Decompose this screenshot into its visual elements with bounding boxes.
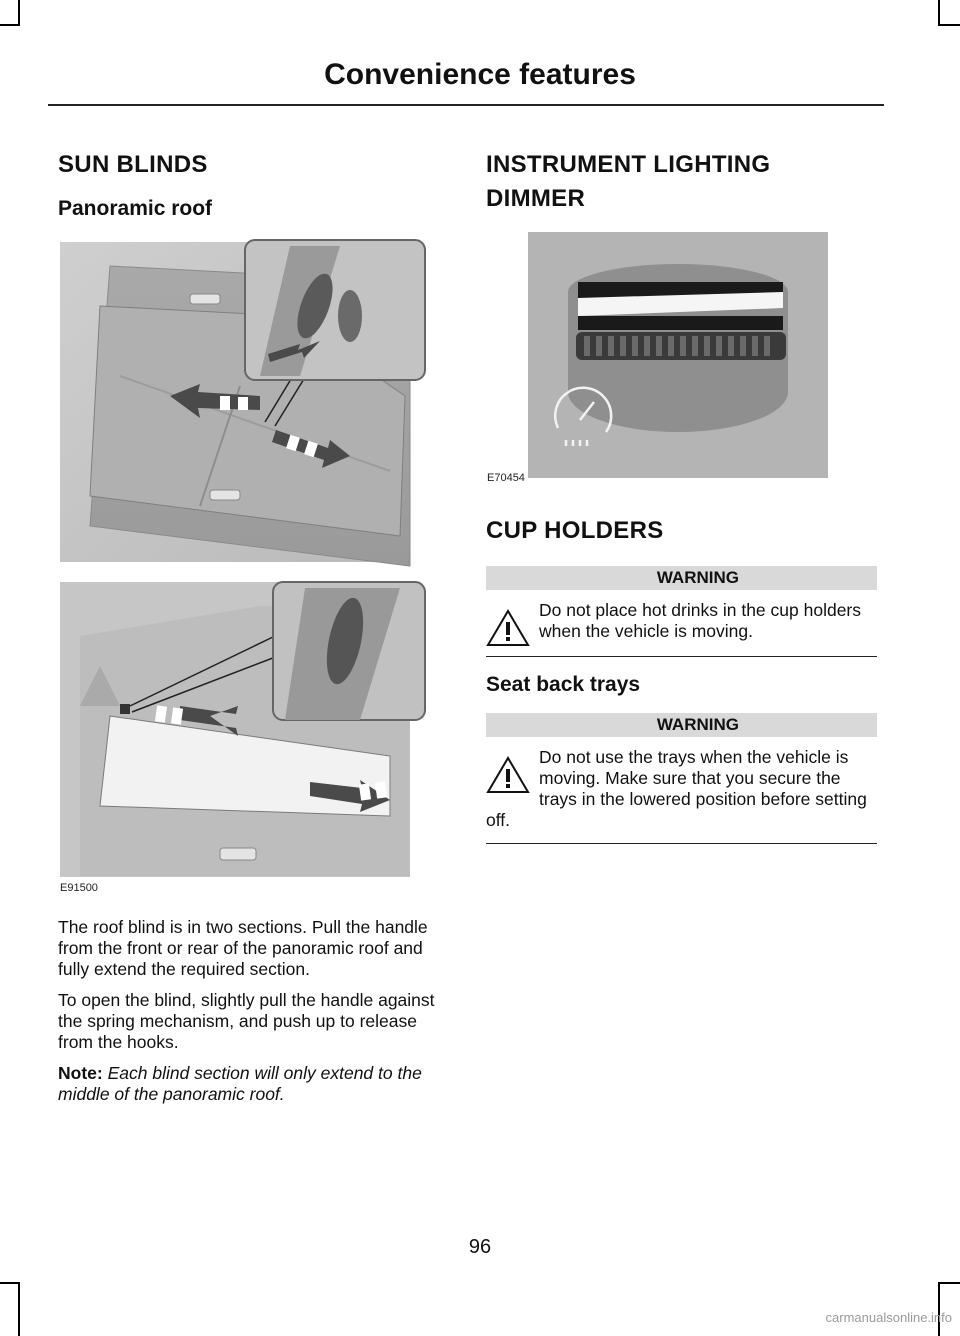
crop-mark-top-left-v: [18, 0, 20, 26]
note-text: Each blind section will only extend to the middle of the panoramic roof.: [58, 1063, 422, 1104]
sun-blinds-body: [58, 917, 454, 1115]
dimmer-figure-code: E70454: [487, 472, 525, 484]
site-watermark: carmanualsonline.info: [825, 1310, 952, 1325]
panoramic-roof-subheading: Panoramic roof: [58, 197, 213, 220]
seat-back-trays-warning-rule: [486, 843, 877, 844]
crop-mark-bottom-left-v: [18, 1282, 20, 1336]
roof-figure-code: E91500: [60, 882, 98, 894]
rear-handle-detail-inset: [273, 582, 425, 720]
cup-holders-warning: [486, 566, 877, 657]
crop-mark-bottom-right-v: [938, 1282, 940, 1336]
cup-holders-warning-label: WARNING: [486, 566, 877, 590]
seat-back-trays-warning: [486, 713, 877, 844]
cup-holders-warning-rule: [486, 656, 877, 657]
warning-triangle-icon: [486, 608, 530, 648]
crop-mark-top-right-v: [938, 0, 940, 26]
front-handle-detail-inset: [245, 240, 425, 380]
note-label: Note:: [58, 1063, 103, 1083]
crop-mark-bottom-right-h: [938, 1282, 960, 1284]
header-rule: [48, 104, 884, 106]
dimmer-heading: [486, 148, 770, 216]
page-number: 96: [468, 1236, 492, 1258]
seat-back-trays-warning-label: WARNING: [486, 713, 877, 737]
crop-mark-top-right-h: [938, 24, 960, 26]
dimmer-thumbwheel: [576, 282, 786, 360]
dimmer-heading-line-1: INSTRUMENT LIGHTING: [486, 151, 771, 178]
crop-mark-bottom-left-h: [0, 1282, 20, 1284]
page-header-title: Convenience features: [324, 58, 636, 91]
sun-blinds-note: [58, 1063, 454, 1105]
sun-blinds-paragraph-2: To open the blind, slightly pull the handle against the spring mechanism, and push up to release from the hooks.: [58, 990, 435, 1052]
panoramic-roof-illustration: [60, 236, 430, 881]
dimmer-illustration: [528, 232, 828, 478]
seat-back-trays-heading: Seat back trays: [486, 673, 641, 696]
seat-back-trays-warning-body: [486, 737, 877, 844]
cup-holders-heading: CUP HOLDERS: [486, 517, 664, 544]
seat-back-trays-warning-text: [486, 747, 877, 831]
sun-blinds-paragraph-1: The roof blind is in two sections. Pull the handle from the front or rear of the panoramic roof and fully extend the required section.: [58, 917, 428, 979]
crop-mark-top-left-h: [0, 24, 20, 26]
dimmer-heading-line-2: DIMMER: [486, 185, 586, 212]
cup-holders-warning-body: [486, 590, 877, 657]
seat-back-trays-warning-text-content: Do not use the trays when the vehicle is moving. Make sure that you secure the trays in the lowered position before setting off.: [486, 747, 867, 830]
sun-blinds-heading: SUN BLINDS: [58, 151, 208, 178]
warning-icon-spacer: [486, 747, 539, 809]
cup-holders-warning-text: Do not place hot drinks in the cup holders when the vehicle is moving.: [539, 600, 861, 641]
